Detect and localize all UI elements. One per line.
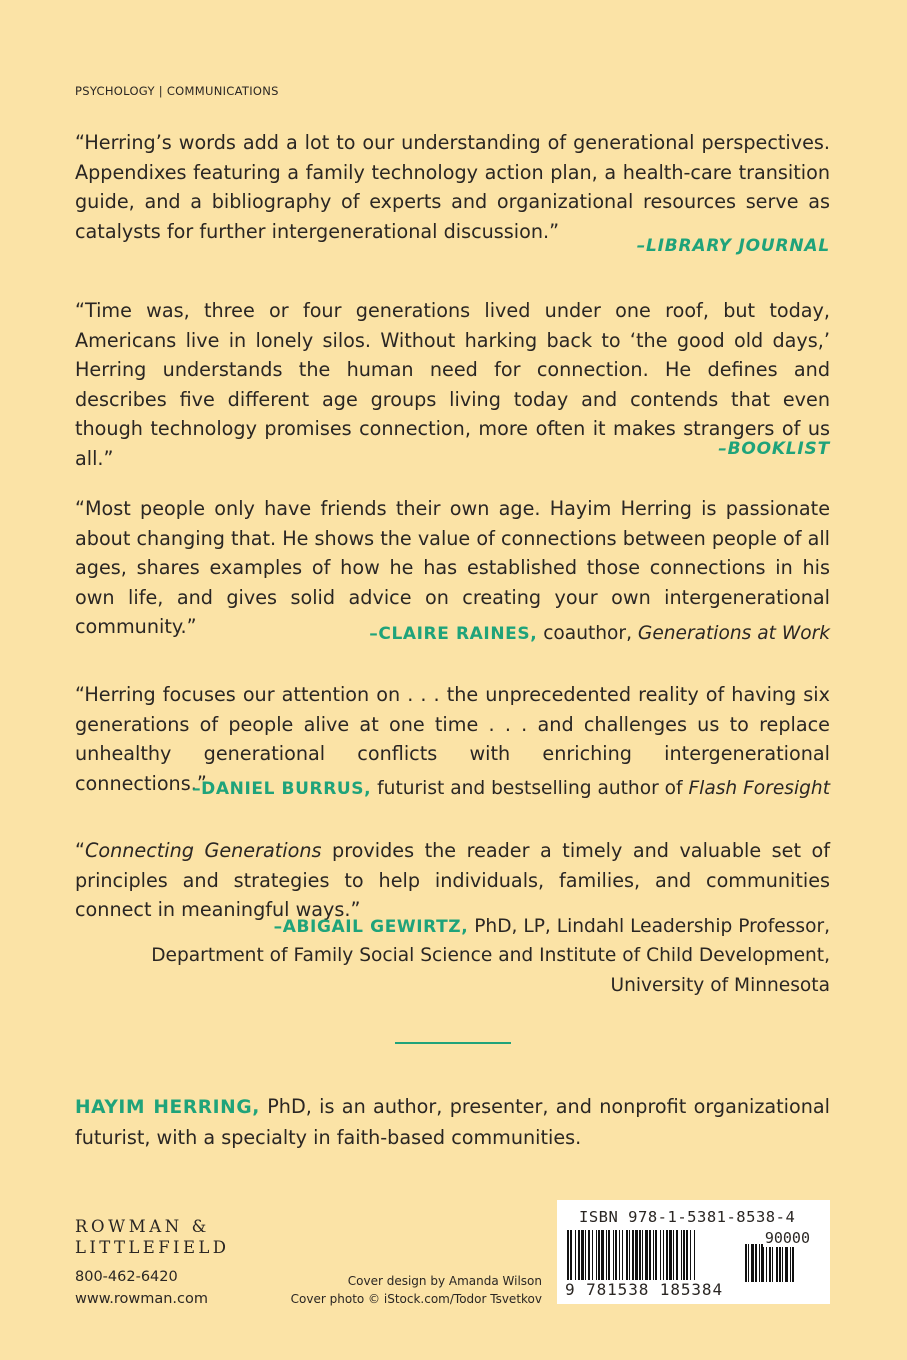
- publisher-contact: [75, 1266, 208, 1310]
- barcode-bar: [619, 1230, 620, 1282]
- barcode-bar: [761, 1244, 764, 1282]
- category-label: PSYCHOLOGY | COMMUNICATIONS: [75, 84, 279, 98]
- publisher-line-2: LITTLEFIELD: [75, 1238, 230, 1257]
- barcode-bar: [772, 1244, 773, 1282]
- barcode-bar: [694, 1230, 695, 1282]
- barcode-bar: [653, 1230, 654, 1282]
- publisher-website[interactable]: www.rowman.com: [75, 1291, 209, 1307]
- barcode-bar: [626, 1230, 628, 1282]
- barcode-bar: [622, 1230, 623, 1282]
- endorser-name: –DANIEL BURRUS,: [192, 779, 372, 799]
- addon-barcode: [745, 1244, 823, 1282]
- barcode-bar: [748, 1244, 749, 1282]
- barcode-bar: [666, 1230, 668, 1282]
- barcode-bar: [629, 1230, 630, 1282]
- quote-booklist: “Time was, three or four generations lived under one roof, but today, Americans live in lonely silos. Without harking back to ‘the good old days,’ Herring understands the human need for connection. He defines and describes five different age groups living today and contends that even though technology promises connection, more often it makes strangers of us all.”: [75, 299, 830, 470]
- publisher-phone: 800-462-6420: [75, 1269, 178, 1285]
- quote-library-journal: “Herring’s words add a lot to our understanding of generational perspectives. Appendixes featuring a family technology action plan, a health-care transition guide, and a bibliography of experts and organizational resources serve as catalysts for further intergenerational discussion.”: [75, 131, 830, 243]
- barcode-bar: [663, 1230, 664, 1282]
- barcode-bar: [660, 1230, 661, 1282]
- quote-claire-raines: “Most people only have friends their own age. Hayim Herring is passionate about changing that. He shows the value of connections between people of all ages, shares examples of how he has established those connections in his own life, and gives solid advice on creating your own intergenerational community.”: [75, 497, 830, 638]
- endorser-work: Generations at Work: [637, 623, 830, 644]
- cover-credits: [291, 1272, 542, 1308]
- quote-body: provides the reader a timely and valuable set of principles and strategies to help individuals, families, and communities connect in meaningful ways.”: [75, 839, 830, 921]
- barcode-bar: [581, 1230, 584, 1282]
- barcode-bar: [601, 1230, 604, 1282]
- barcode-bar: [759, 1244, 760, 1282]
- barcode-bar: [673, 1230, 674, 1282]
- barcode-bar: [681, 1230, 682, 1282]
- barcode-bar: [615, 1230, 617, 1282]
- price-code: 90000: [764, 1229, 810, 1247]
- cover-design-credit: Cover design by Amanda Wilson: [347, 1274, 542, 1288]
- barcode-panel: [557, 1200, 830, 1304]
- barcode-bar: [649, 1230, 651, 1282]
- book-title: Connecting Generations: [84, 839, 322, 862]
- endorser-role: coauthor,: [537, 623, 638, 644]
- barcode-bar: [592, 1230, 593, 1282]
- barcode-bar: [776, 1244, 778, 1282]
- barcode-bar: [645, 1230, 648, 1282]
- ean-number: 9 781538 185384: [565, 1280, 723, 1299]
- barcode-bar: [596, 1230, 597, 1282]
- barcode-bar: [782, 1244, 783, 1282]
- source-name: –BOOKLIST: [718, 439, 830, 459]
- barcode-bar: [642, 1230, 643, 1282]
- author-bio: [75, 1092, 830, 1153]
- attribution-line-3: University of Minnesota: [610, 975, 830, 996]
- barcode-bar: [608, 1230, 610, 1282]
- barcode-bar: [676, 1230, 678, 1282]
- barcode-bar: [635, 1230, 638, 1282]
- barcode-bar: [606, 1230, 607, 1282]
- barcode-bar: [655, 1230, 657, 1282]
- barcode-bar: [598, 1230, 600, 1282]
- endorser-name: –ABIGAIL GEWIRTZ,: [273, 917, 469, 937]
- barcode-bar: [683, 1230, 685, 1282]
- barcode-bar: [751, 1244, 754, 1282]
- isbn-number: ISBN 978-1-5381-8538-4: [579, 1208, 796, 1226]
- endorser-name: –CLAIRE RAINES,: [369, 624, 538, 644]
- barcode-bar: [570, 1230, 572, 1282]
- barcode-bar: [613, 1230, 614, 1282]
- publisher-line-1: ROWMAN &: [75, 1217, 210, 1236]
- barcode-bar: [790, 1244, 791, 1282]
- attribution-daniel-burrus: [192, 774, 830, 805]
- barcode-bar: [769, 1244, 771, 1282]
- barcode-bar: [755, 1244, 757, 1282]
- barcode-bar: [669, 1230, 672, 1282]
- bio-text: PhD, is an author, presenter, and nonprofit organizational futurist, with a specialty in faith-based communities.: [75, 1095, 830, 1149]
- barcode-bar: [690, 1230, 691, 1282]
- attribution-claire-raines: [369, 619, 830, 650]
- source-name: –LIBRARY JOURNAL: [636, 236, 830, 256]
- barcode-bar: [779, 1244, 781, 1282]
- barcode-bar: [745, 1244, 747, 1282]
- barcode-bar: [575, 1230, 576, 1282]
- barcode-bar: [686, 1230, 688, 1282]
- barcode-bar: [567, 1230, 569, 1282]
- endorser-role: PhD, LP, Lindahl Leadership Professor,: [468, 916, 830, 937]
- barcode-bar: [585, 1230, 586, 1282]
- publisher-logo: [75, 1216, 229, 1258]
- barcode-bar: [639, 1230, 641, 1282]
- barcode-bar: [766, 1244, 767, 1282]
- author-name: HAYIM HERRING,: [75, 1097, 260, 1118]
- open-quote: “: [75, 839, 85, 862]
- attribution-line-2: Department of Family Social Science and Institute of Child Development,: [151, 945, 830, 966]
- attribution-abigail-gewirtz: [274, 912, 830, 943]
- barcode-bar: [578, 1230, 580, 1282]
- attribution-library-journal: [637, 231, 830, 262]
- endorser-work: Flash Foresight: [688, 778, 830, 799]
- barcode-bar: [588, 1230, 590, 1282]
- ean-barcode: [567, 1230, 747, 1282]
- endorser-role: futurist and bestselling author of: [371, 778, 689, 799]
- barcode-bar: [792, 1244, 794, 1282]
- barcode-bar: [785, 1244, 788, 1282]
- cover-photo-credit: Cover photo © iStock.com/Todor Tsvetkov: [290, 1292, 542, 1306]
- barcode-bar: [632, 1230, 634, 1282]
- attribution-booklist: [718, 434, 830, 465]
- quote-daniel-burrus: “Herring focuses our attention on . . . the unprecedented reality of having six generations of people alive at one time . . . and challenges us to replace unhealthy generational conflicts with enriching intergenerational connections.”: [75, 683, 830, 795]
- section-divider: [395, 1042, 511, 1044]
